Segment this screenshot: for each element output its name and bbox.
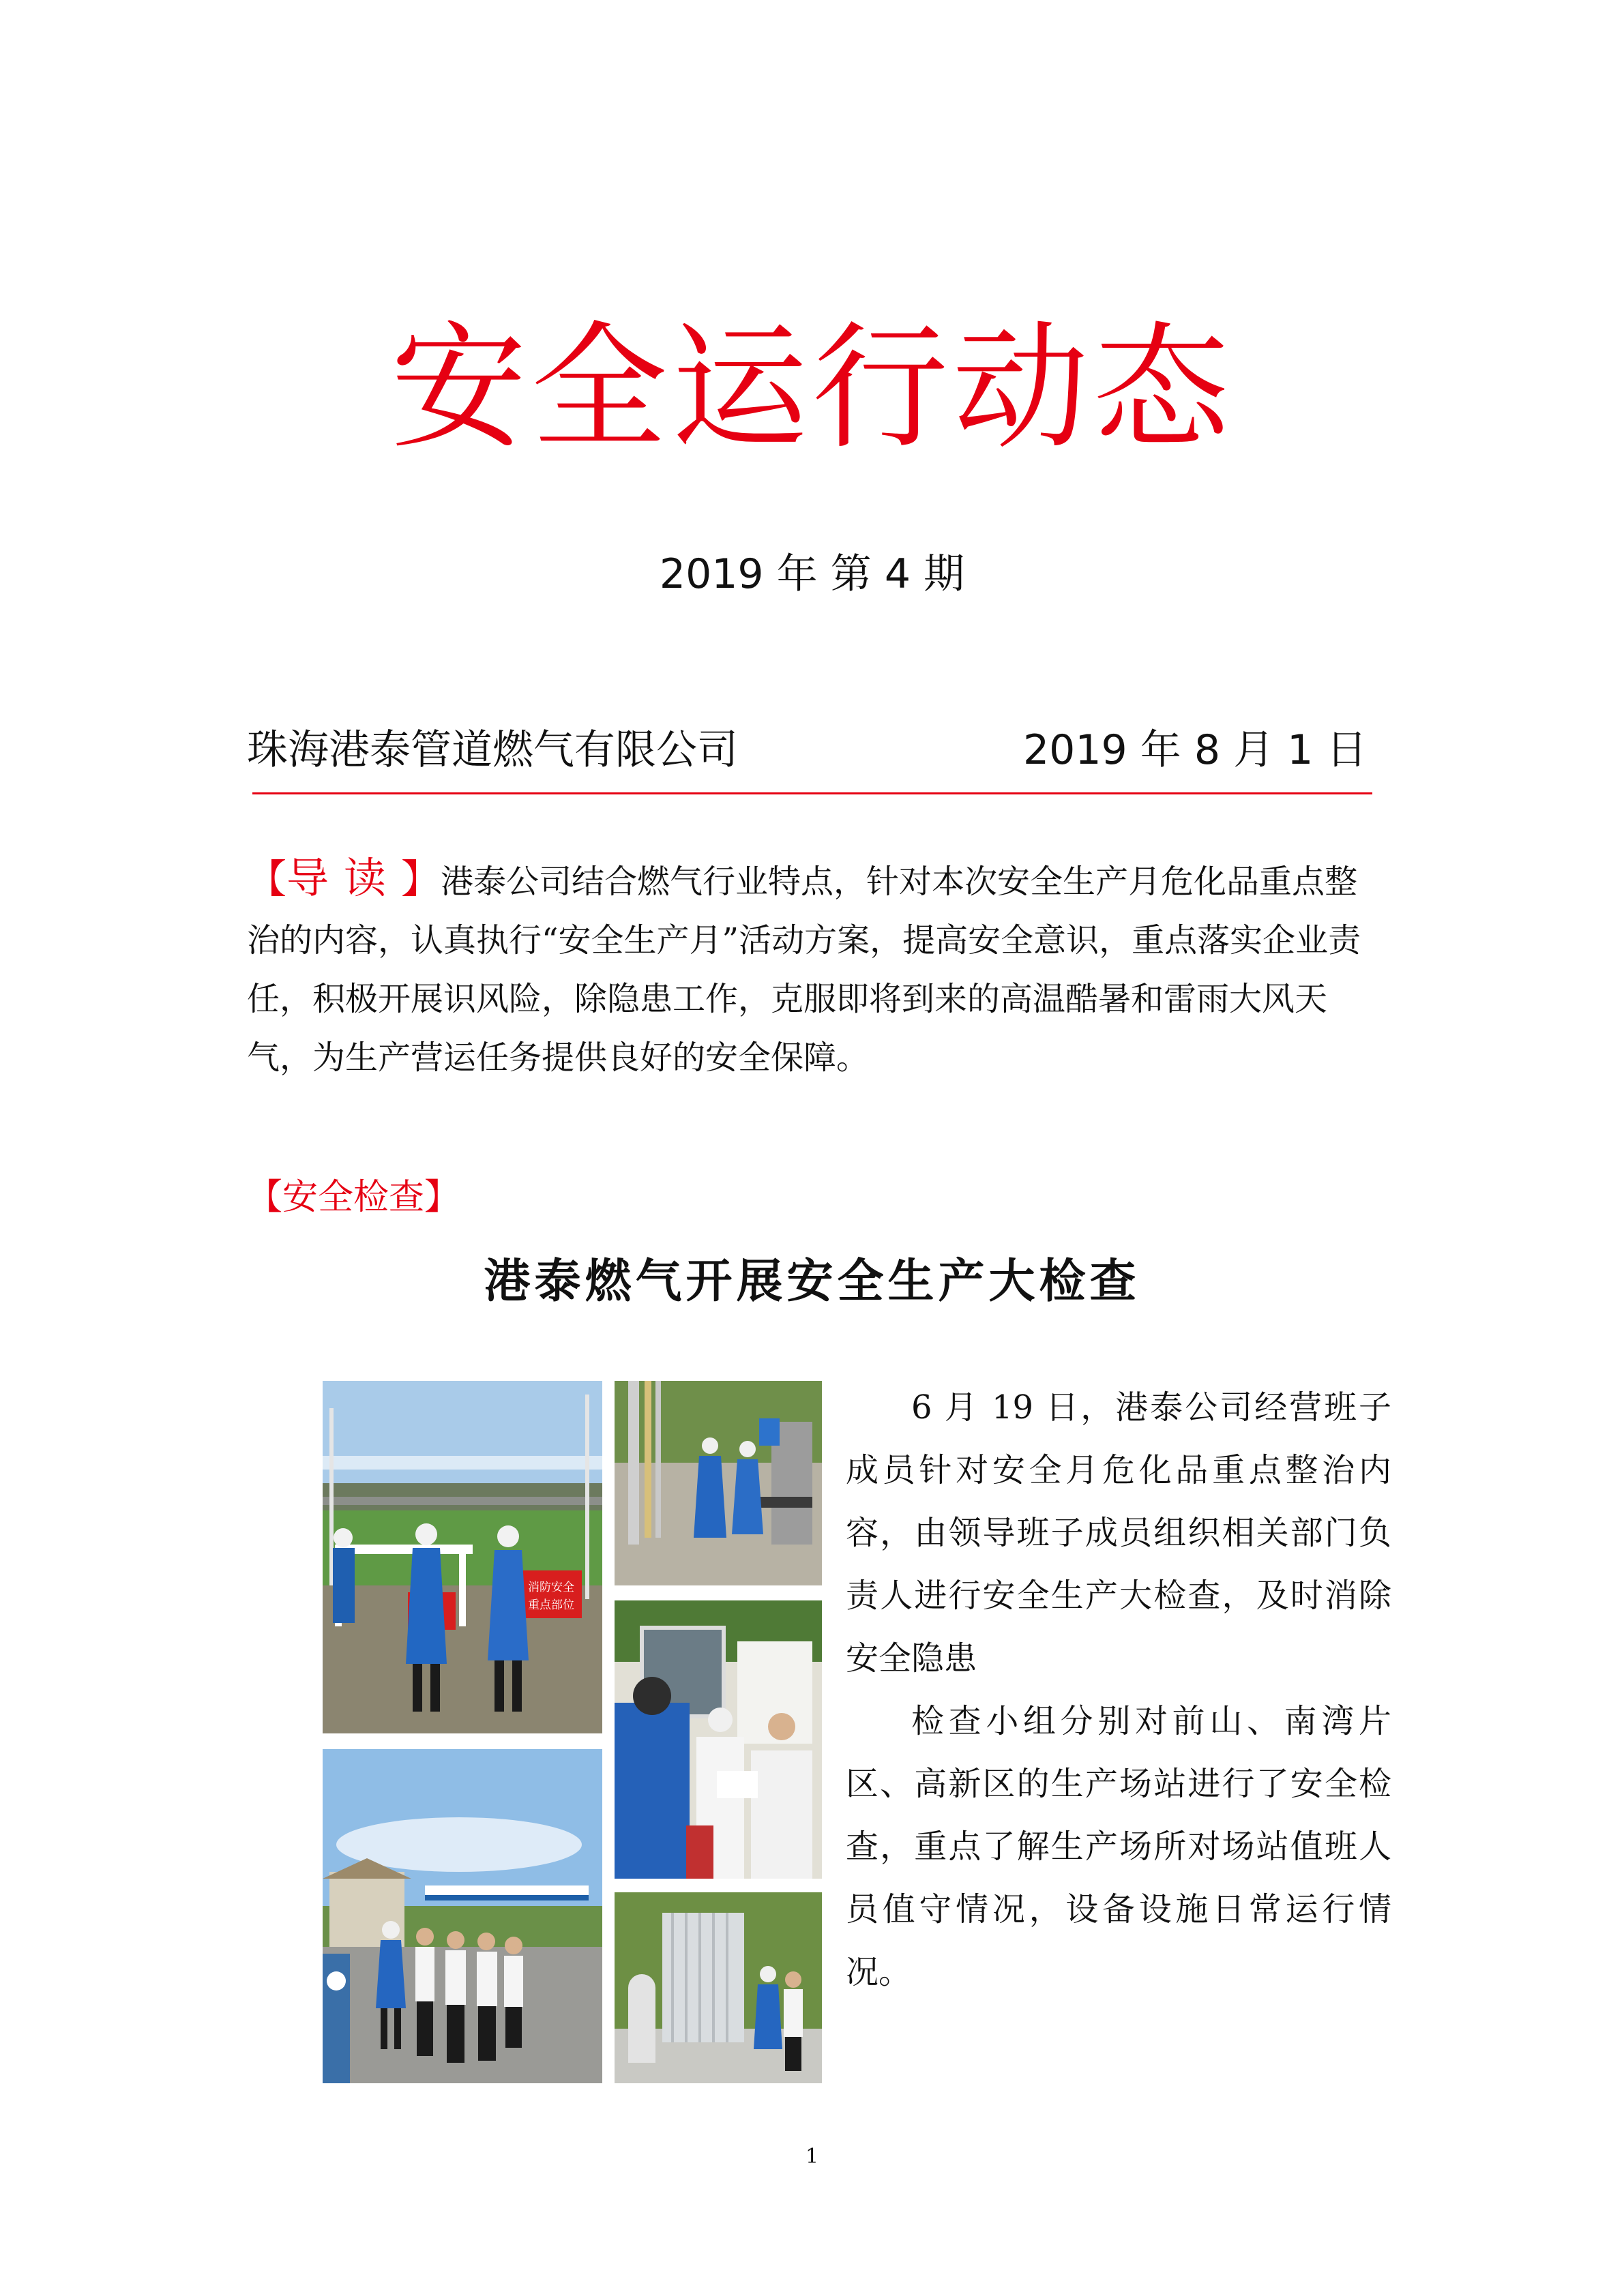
company-name: 珠海港泰管道燃气有限公司	[247, 726, 738, 774]
intro-bracket-close: 】	[401, 856, 441, 902]
photo-station-check	[615, 1381, 822, 1585]
photo-sign-text-1: 消防安全	[528, 1581, 574, 1594]
article-paragraph: 检查小组分别对前山、南湾片区、高新区的生产场站进行了安全检查，重点了解生产场所对场站值班人员值守情况，设备设施日常运行情况。	[846, 1702, 1391, 1991]
intro-bracket-open: 【	[247, 856, 287, 902]
photo-station-group	[323, 1749, 602, 2083]
article-headline: 港泰燃气开展安全生产大检查	[484, 1254, 1140, 1309]
page-number: 1	[805, 2145, 819, 2168]
photo-duty-room	[615, 1600, 822, 1879]
intro-text: 港泰公司结合燃气行业特点，针对本次安全生产月危化品重点整治的内容，认真执行“安全生产月”活动方案，提高安全意识，重点落实企业责任，积极开展识风险，除隐患工作，克服即将到来的高温酷暑和雷雨大风天气，为生产营运任务提供良好的安全保障。	[247, 863, 1361, 1077]
photo-collage	[323, 1381, 822, 2083]
photo-sign-text-2: 重点部位	[528, 1598, 574, 1612]
article-paragraph: 6 月 19 日，港泰公司经营班子成员针对安全月危化品重点整治内容，由领导班子成员组织相关部门负责人进行安全生产大检查，及时消除安全隐患	[846, 1388, 1391, 1678]
section-tag: 【安全检查】	[247, 1177, 460, 1218]
photo-equipment-check	[615, 1892, 822, 2083]
intro-paragraph	[247, 849, 1385, 1087]
publish-date: 2019 年 8 月 1 日	[1023, 726, 1368, 774]
photo-inspection-field	[323, 1381, 602, 1733]
article-body	[846, 1376, 1391, 2003]
issue-number: 2019 年 第 4 期	[659, 550, 965, 598]
intro-label: 导读	[286, 853, 402, 903]
header-divider	[252, 792, 1372, 794]
masthead-title: 安全运行动态	[390, 309, 1234, 468]
